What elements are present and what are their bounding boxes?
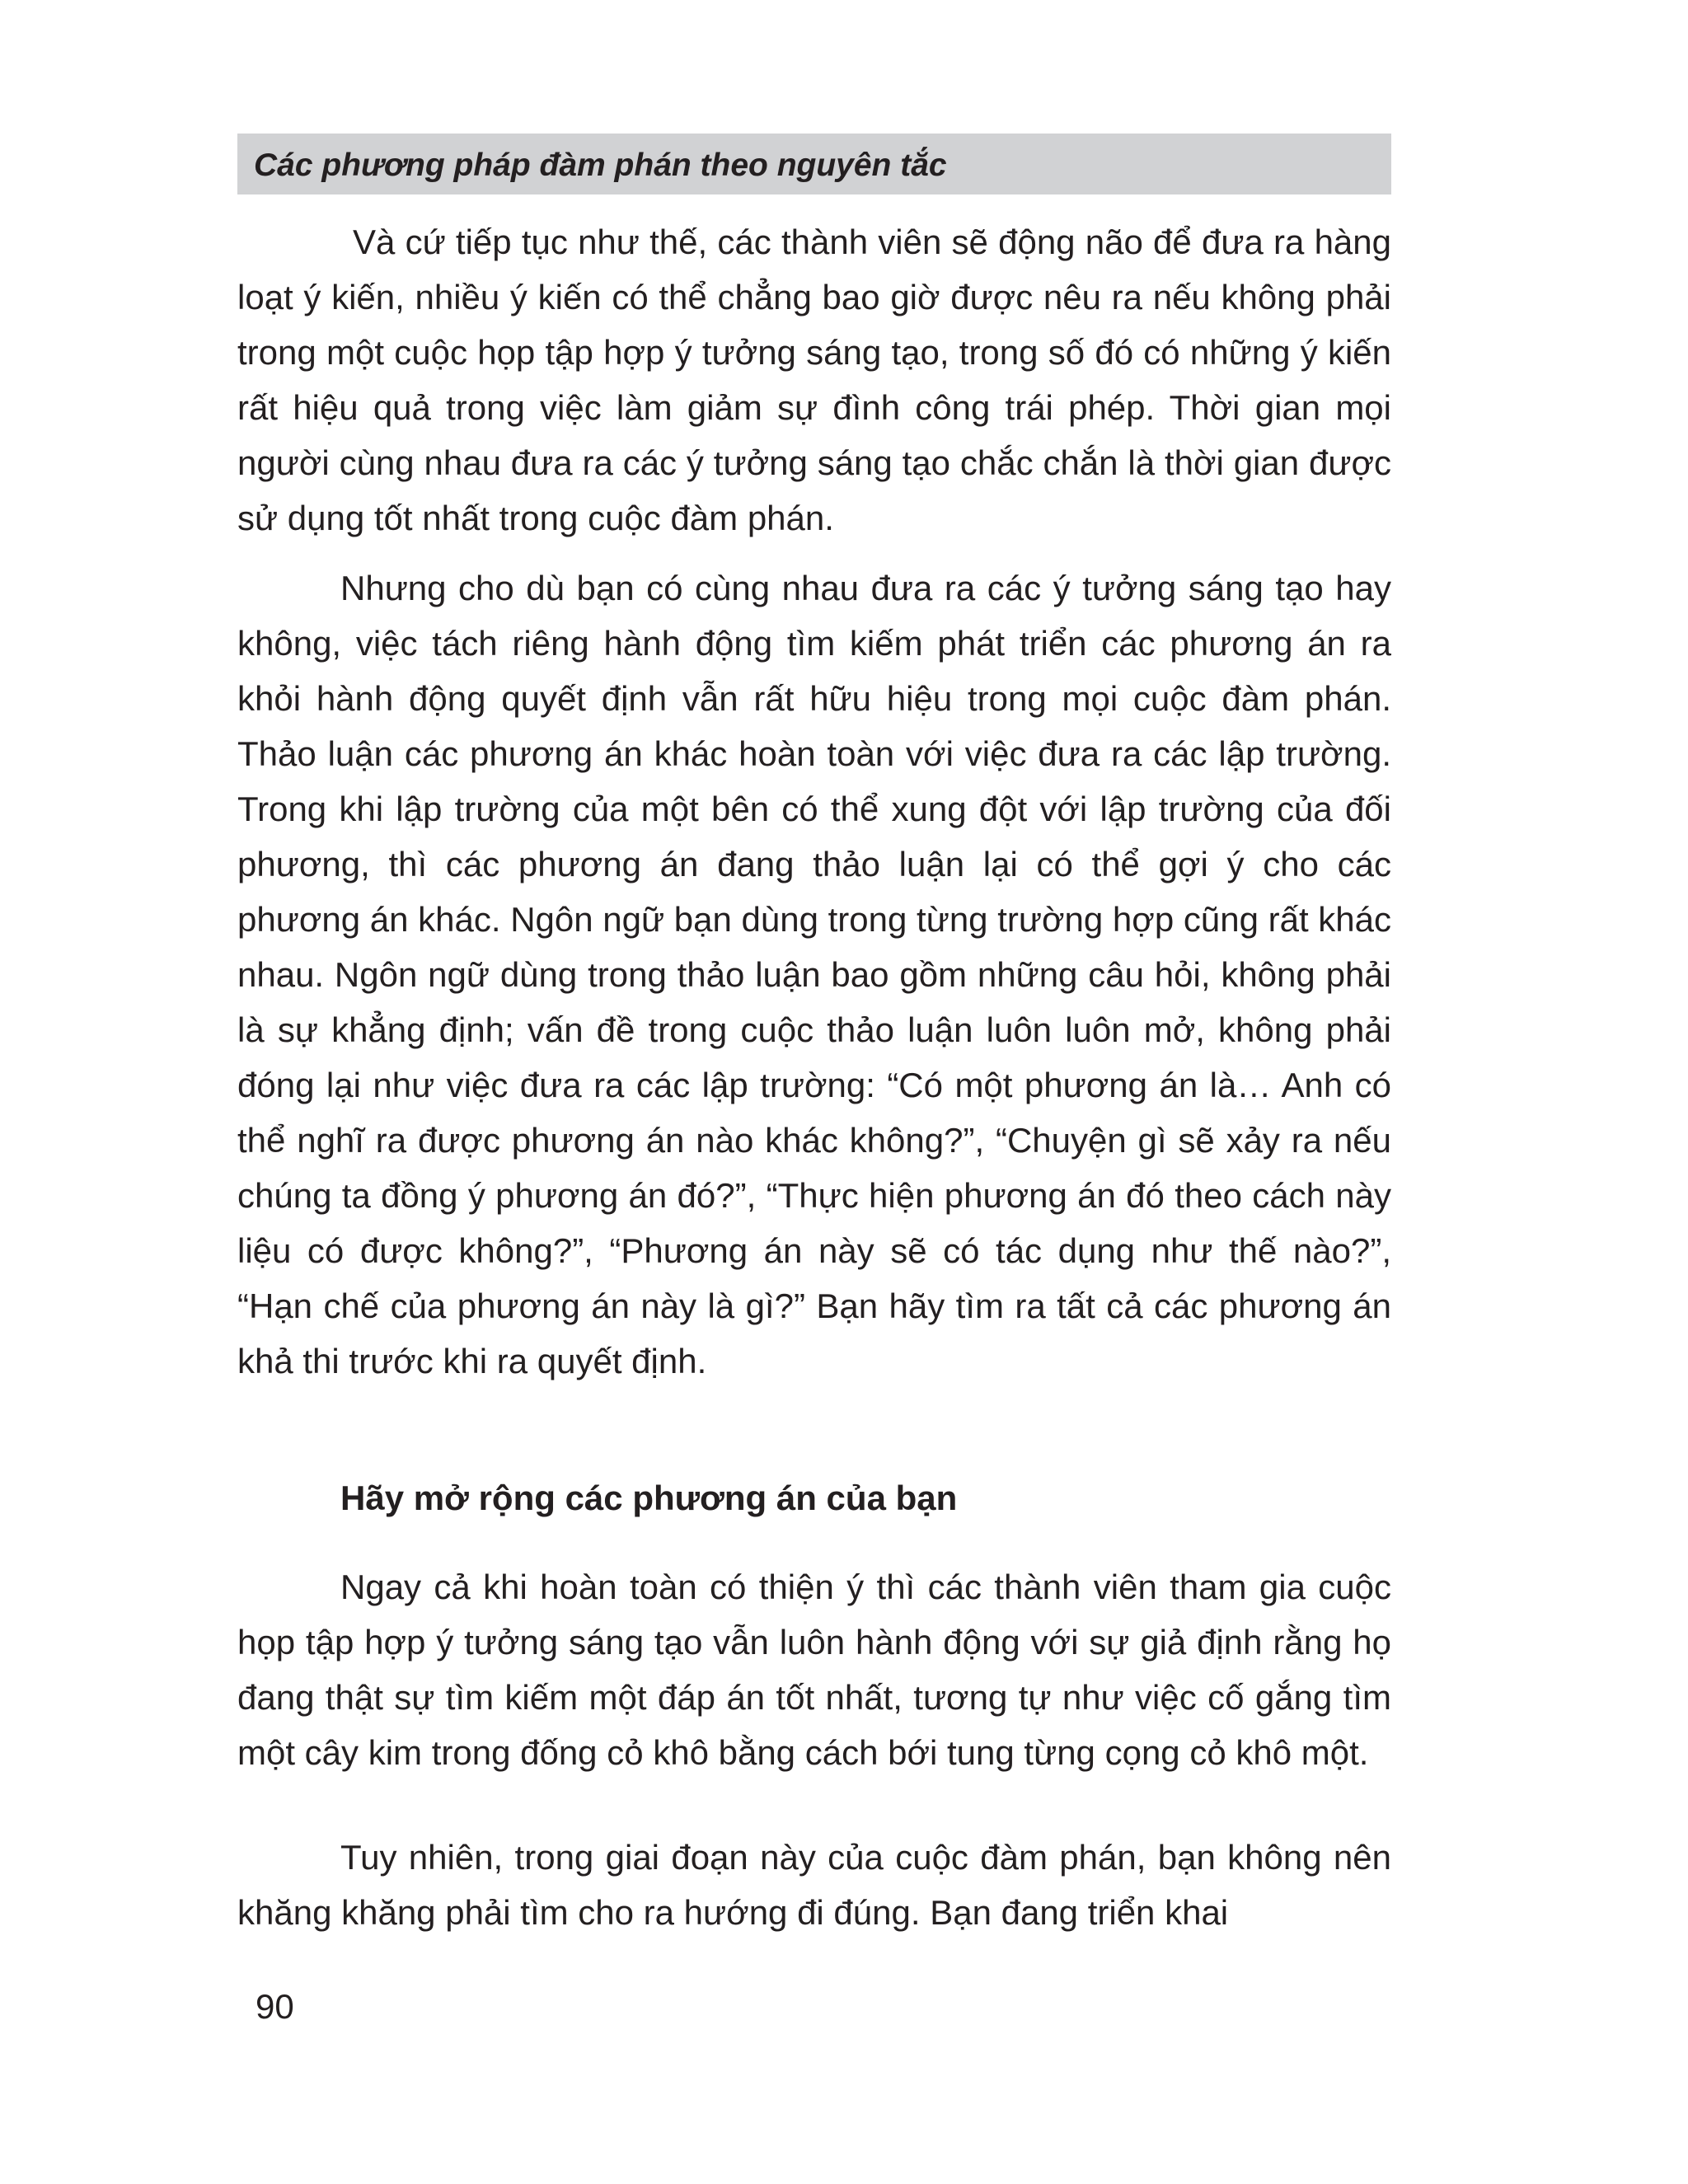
body-paragraph-1 — [237, 214, 1391, 546]
body-paragraph-2 — [237, 560, 1391, 1389]
paragraph-text: Tuy nhiên, trong giai đoạn này của cuộc đàm phán, bạn không nên khăng khăng phải tìm cho ra hướng đi đúng. Bạn đang triển khai — [237, 1838, 1391, 1932]
paragraph-text: Nhưng cho dù bạn có cùng nhau đưa ra các ý tưởng sáng tạo hay không, việc tách riêng hành động tìm kiếm phát triển các phương án ra khỏi hành động quyết định vẫn rất hữu hiệu trong mọi cuộc đàm phán. Thảo luận các phương án khác hoàn toàn với việc đưa ra các lập trường. Trong khi lập trường của một bên có thể xung đột với lập trường của đối phương, thì các phương án đang thảo luận lại có thể gợi ý cho các phương án khác. Ngôn ngữ bạn dùng trong từng trường hợp cũng rất khác nhau. Ngôn ngữ dùng trong thảo luận bao gồm những câu hỏi, không phải là sự khẳng định; vấn đề trong cuộc thảo luận luôn luôn mở, không phải đóng lại như việc đưa ra các lập trường: “Có một phương án là… Anh có thể nghĩ ra được phương án nào khác không?”, “Chuyện gì sẽ xảy ra nếu chúng ta đồng ý phương án đó?”, “Thực hiện phương án đó theo cách này liệu có được không?”, “Phương án này sẽ có tác dụng như thế nào?”, “Hạn chế của phương án này là gì?” Bạn hãy tìm ra tất cả các phương án khả thi trước khi ra quyết định. — [237, 569, 1391, 1380]
paragraph-text: Và cứ tiếp tục như thế, các thành viên sẽ động não để đưa ra hàng loạt ý kiến, nhiều ý kiến có thể chẳng bao giờ được nêu ra nếu không phải trong một cuộc họp tập hợp ý tưởng sáng tạo, trong số đó có những ý kiến rất hiệu quả trong việc làm giảm sự đình công trái phép. Thời gian mọi người cùng nhau đưa ra các ý tưởng sáng tạo chắc chắn là thời gian được sử dụng tốt nhất trong cuộc đàm phán. — [237, 223, 1391, 537]
paragraph-text: Ngay cả khi hoàn toàn có thiện ý thì các thành viên tham gia cuộc họp tập hợp ý tưởng sáng tạo vẫn luôn hành động với sự giả định rằng họ đang thật sự tìm kiếm một đáp án tốt nhất, tương tự như việc cố gắng tìm một cây kim trong đống cỏ khô bằng cách bới tung từng cọng cỏ khô một. — [237, 1568, 1391, 1772]
page-number: 90 — [256, 1987, 294, 2026]
section-paragraph-2 — [237, 1830, 1391, 1940]
section-heading: Hãy mở rộng các phương án của bạn — [340, 1479, 958, 1517]
running-header — [237, 134, 1391, 194]
section-paragraph-1 — [237, 1559, 1391, 1780]
running-header-title: Các phương pháp đàm phán theo nguyên tắc — [254, 148, 947, 183]
